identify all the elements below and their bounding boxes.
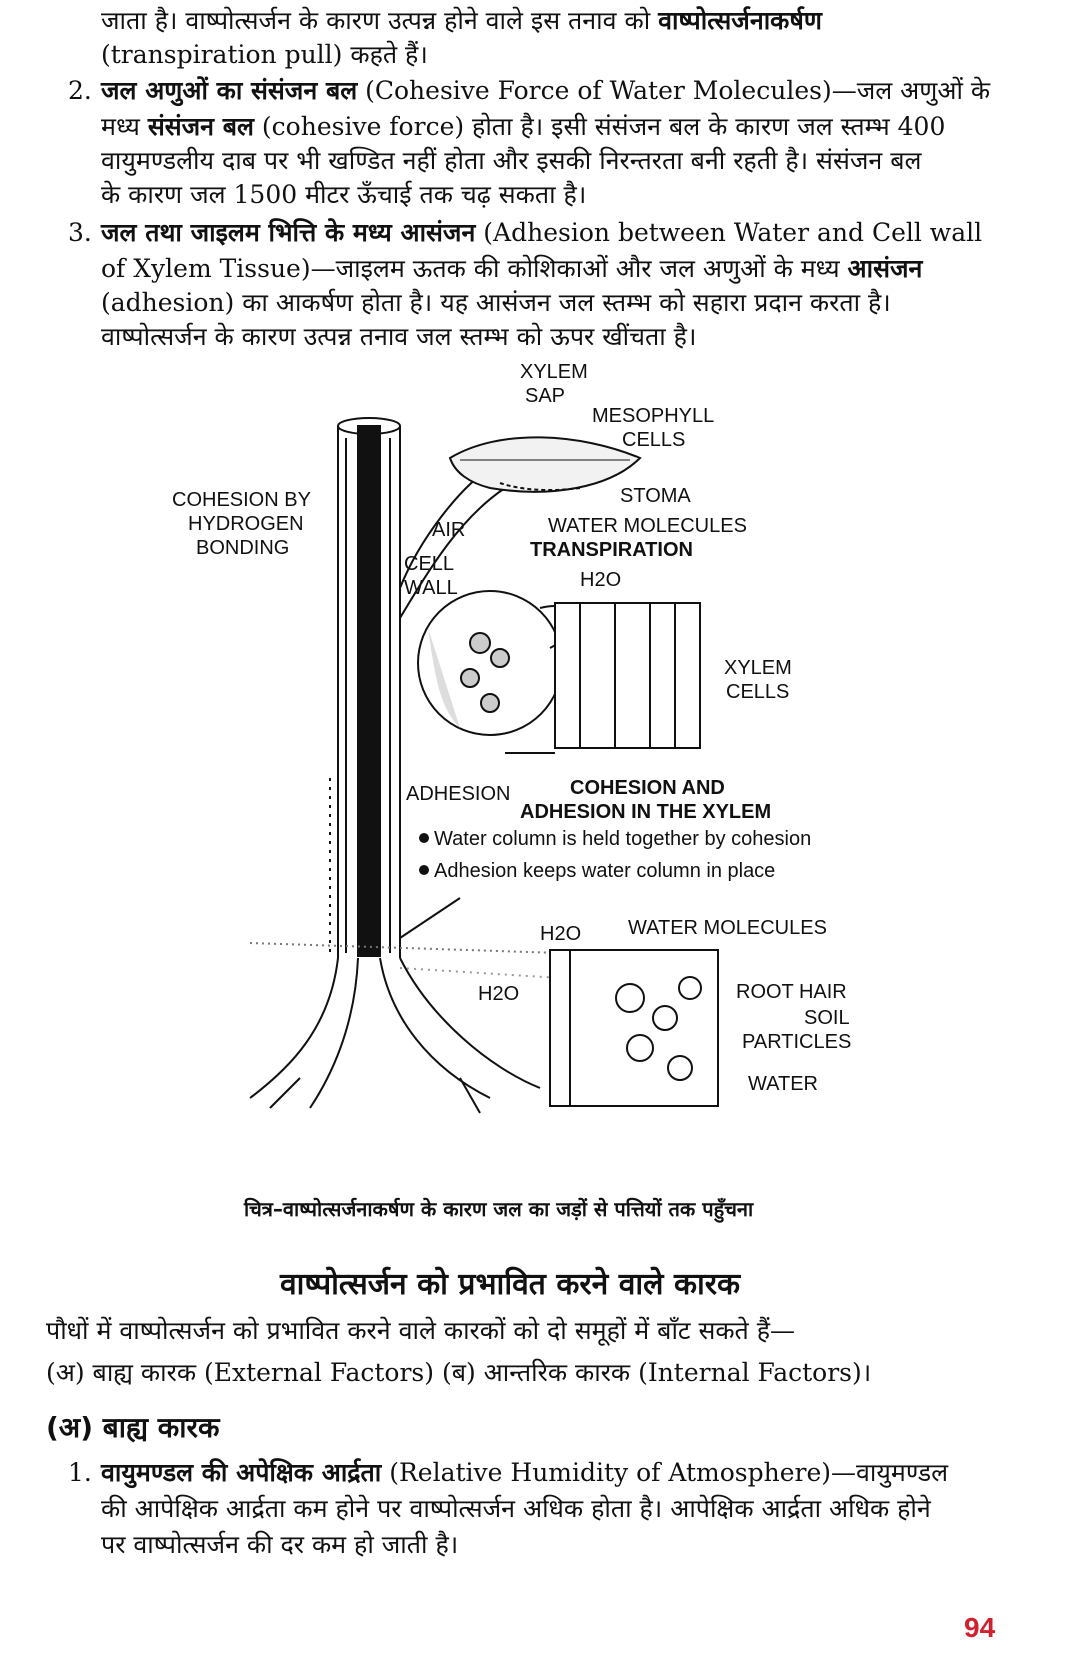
bold-term: वाष्पोत्सर्जनाकर्षण bbox=[658, 6, 822, 35]
item-line bbox=[101, 252, 922, 286]
item-line: की आपेक्षिक आर्द्रता कम होने पर वाष्पोत्सर्जन अधिक होता है। आपेक्षिक आर्द्रता अधिक होने bbox=[101, 1494, 931, 1523]
label-cells: CELLS bbox=[622, 429, 686, 451]
diagram-svg bbox=[160, 361, 920, 1168]
label-bonding: BONDING bbox=[196, 537, 290, 559]
label-h2o-soil: H2O bbox=[478, 983, 520, 1005]
label-soil: SOIL bbox=[804, 1007, 850, 1029]
label-particles: PARTICLES bbox=[742, 1031, 852, 1053]
subheading: (अ) बाह्य कारक bbox=[46, 1411, 220, 1444]
item-number: 2. bbox=[68, 76, 92, 105]
label-mesophyll: MESOPHYLL bbox=[592, 405, 715, 427]
soil-ground bbox=[250, 943, 560, 978]
label-transpiration: TRANSPIRATION bbox=[530, 539, 693, 561]
bullet-adhesion: Adhesion keeps water column in place bbox=[434, 860, 776, 882]
svg-text:XYLEM bbox=[520, 361, 588, 383]
label-cohesion-by: COHESION BY bbox=[172, 489, 311, 511]
text: (Adhesion between Water and Cell wall bbox=[475, 218, 983, 247]
label-xylem-cells-1: XYLEM bbox=[724, 657, 792, 679]
xylem-cells-box bbox=[555, 603, 700, 748]
text: (Cohesive Force of Water Molecules)—जल अणुओं के bbox=[357, 76, 991, 105]
item-title: वायुमण्डल की अपेक्षिक आर्द्रता bbox=[101, 1458, 382, 1487]
label-h2o-top: H2O bbox=[580, 569, 622, 591]
section-intro-line: पौधों में वाष्पोत्सर्जन को प्रभावित करने वाले कारकों को दो समूहों में बाँट सकते हैं— bbox=[46, 1316, 796, 1345]
item-line: (adhesion) का आकर्षण होता है। यह आसंजन जल स्तम्भ को सहारा प्रदान करता है। bbox=[101, 288, 891, 317]
bold-term: आसंजन bbox=[847, 254, 923, 283]
label-xylem: XYLEM bbox=[520, 361, 588, 383]
label-adhesion: ADHESION bbox=[406, 783, 511, 805]
item-line bbox=[101, 110, 945, 144]
bullet-dot bbox=[419, 833, 429, 843]
label-air: AIR bbox=[432, 519, 466, 541]
label-adhesion-in-xylem: ADHESION IN THE XYLEM bbox=[520, 801, 772, 823]
transpiration-pull-diagram bbox=[160, 361, 920, 1168]
item-title: जल अणुओं का संसंजन बल bbox=[101, 76, 358, 105]
leaf bbox=[450, 437, 640, 491]
label-stoma: STOMA bbox=[620, 485, 691, 507]
item-line bbox=[101, 74, 990, 108]
item-number: 1. bbox=[68, 1458, 92, 1487]
item-title: जल तथा जाइलम भित्ति के मध्य आसंजन bbox=[101, 218, 476, 247]
label-hydrogen: HYDROGEN bbox=[188, 513, 304, 535]
text: (cohesive force) होता है। इसी संसंजन बल के कारण जल स्तम्भ 400 bbox=[253, 112, 946, 141]
text: (Relative Humidity of Atmosphere)—वायुमण्डल bbox=[381, 1458, 949, 1487]
item-line bbox=[101, 216, 982, 250]
bullet-dot bbox=[419, 865, 429, 875]
text: of Xylem Tissue)—जाइलम ऊतक की कोशिकाओं और जल अणुओं के मध्य bbox=[101, 254, 848, 283]
text: मध्य bbox=[101, 112, 148, 141]
item-line: के कारण जल 1500 मीटर ऊँचाई तक चढ़ सकता है। bbox=[101, 180, 587, 209]
label-h2o-root: H2O bbox=[540, 923, 582, 945]
item-line bbox=[101, 1456, 948, 1490]
root-hair-box bbox=[550, 950, 718, 1106]
label-water: WATER bbox=[748, 1073, 818, 1095]
label-cohesion-and: COHESION AND bbox=[570, 777, 725, 799]
bullet-cohesion: Water column is held together by cohesion bbox=[434, 828, 812, 850]
page-number: 94 bbox=[964, 1612, 996, 1643]
label-xylem-cells-2: CELLS bbox=[726, 681, 790, 703]
bold-term: संसंजन बल bbox=[147, 112, 254, 141]
item-line: वाष्पोत्सर्जन के कारण उत्पन्न तनाव जल स्तम्भ को ऊपर खींचता है। bbox=[101, 322, 697, 351]
paragraph-line: (transpiration pull) कहते हैं। bbox=[101, 40, 428, 69]
section-heading: वाष्पोत्सर्जन को प्रभावित करने वाले कारक bbox=[280, 1267, 741, 1302]
roots bbox=[250, 958, 540, 1113]
label-sap: SAP bbox=[525, 385, 566, 407]
figure-caption: चित्र–वाष्पोत्सर्जनाकर्षण के कारण जल का जड़ों से पत्तियों तक पहुँचना bbox=[244, 1197, 754, 1221]
label-water-molecules-root: WATER MOLECULES bbox=[628, 917, 827, 939]
label-cell: CELL bbox=[404, 553, 455, 575]
item-line: पर वाष्पोत्सर्जन की दर कम हो जाती है। bbox=[101, 1530, 459, 1559]
text: जाता है। वाष्पोत्सर्जन के कारण उत्पन्न होने वाले इस तनाव को bbox=[101, 6, 659, 35]
item-number: 3. bbox=[68, 218, 92, 247]
item-line: वायुमण्डलीय दाब पर भी खण्डित नहीं होता और इसकी निरन्तरता बनी रहती है। संसंजन बल bbox=[101, 146, 922, 175]
magnified-circle bbox=[418, 591, 575, 735]
label-water-molecules-top: WATER MOLECULES bbox=[548, 515, 747, 537]
label-root-hair: ROOT HAIR bbox=[736, 981, 847, 1003]
paragraph-line bbox=[101, 4, 822, 38]
section-intro-line: (अ) बाह्य कारक (External Factors) (ब) आन्तरिक कारक (Internal Factors)। bbox=[46, 1358, 872, 1387]
label-wall: WALL bbox=[404, 577, 458, 599]
